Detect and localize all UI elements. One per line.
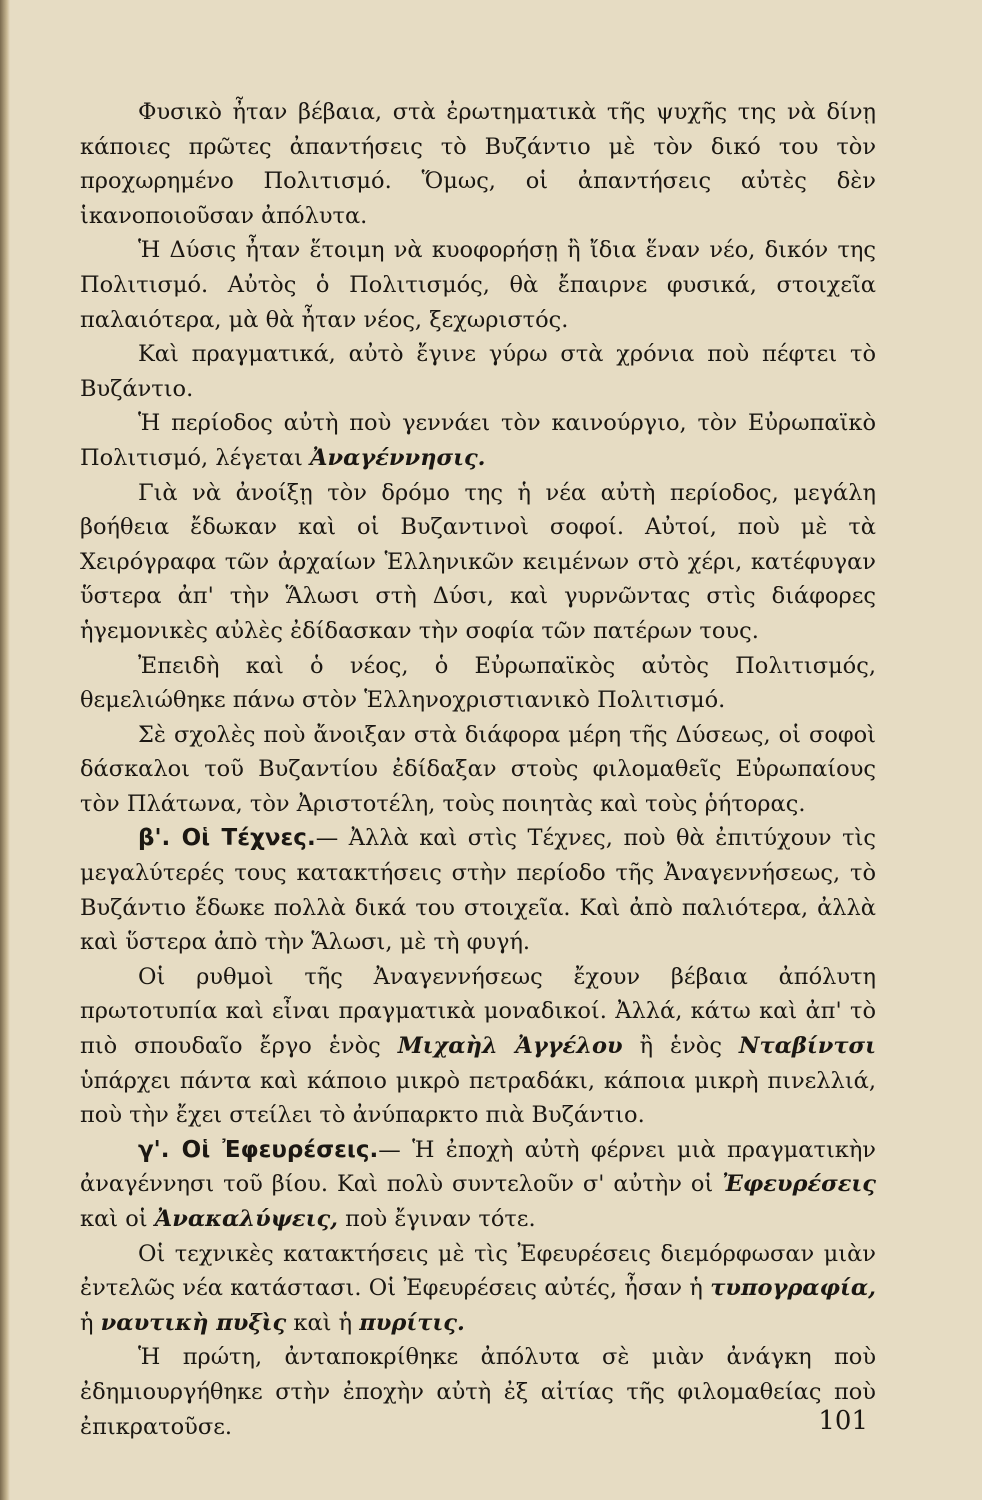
section-text: — Ἀλλὰ καὶ στὶς Τέχνες, ποὺ θὰ ἐπιτύχουν τὶς μεγαλύτερές τους κατακτήσεις στὴν περίοδο τῆς Ἀναγεννήσεως, τὸ Βυζάντιο ἔδωκε πολλὰ δικά του στοιχεῖα. Καὶ ἀπὸ παλιότερα, ἀλλὰ καὶ ὕστερα ἀπὸ τὴν Ἅλωσι, μὲ τὴ φυγή. — [80, 825, 876, 956]
paragraph — [80, 960, 876, 1133]
text-run: Οἱ ρυθμοὶ τῆς Ἀναγεννήσεως ἔχουν βέβαια ἀπόλυτη πρωτοτυπία καὶ εἶναι πραγματικὰ μοναδικοί. Ἀλλά, κάτω καὶ ἀπ' τὸ πιὸ σπουδαῖο ἔργο ἑνὸς — [80, 963, 876, 1060]
body-text — [80, 95, 876, 1444]
paragraph: Ἡ Δύσις ἦταν ἕτοιμη νὰ κυοφορήσῃ ἢ ἴδια ἕναν νέο, δικόν της Πολιτισμό. Αὐτὸς ὁ Πολιτισμός, θὰ ἔπαιρνε φυσικά, στοιχεῖα παλαιότερα, μὰ θὰ ἦταν νέος, ξεχωριστός. — [80, 237, 876, 333]
text-run: Οἱ τεχνικὲς κατακτήσεις μὲ τὶς Ἐφευρέσεις διεμόρφωσαν μιὰν ἐντελῶς νέα κατάστασι. Οἱ Ἐφευρέσεις αὐτές, ἦσαν ἡ — [80, 1240, 876, 1302]
paragraph: Γιὰ νὰ ἀνοίξῃ τὸν δρόμο της ἡ νέα αὐτὴ περίοδος, μεγάλη βοήθεια ἔδωκαν καὶ οἱ Βυζαντινοὶ σοφοί. Αὐτοί, ποὺ μὲ τὰ Χειρόγραφα τῶν ἀρχαίων Ἑλληνικῶν κειμένων στὸ χέρι, κατέφυγαν ὕστερα ἀπ' τὴν Ἅλωσι στὴ Δύσι, καὶ γυρνῶντας στὶς διάφορες ἡγεμονικὲς αὐλὲς ἐδίδασκαν τὴν σοφία τῶν πατέρων τους. — [80, 479, 876, 644]
text-run: ἢ ἑνὸς — [639, 1033, 722, 1060]
emphasis-term: Ἀνακαλύψεις, — [154, 1206, 338, 1232]
emphasis-term: Ἐφευρέσεις — [722, 1171, 877, 1198]
paragraph: Ἡ πρώτη, ἀνταποκρίθηκε ἀπόλυτα σὲ μιὰν ἀνάγκη ποὺ ἐδημιουργήθηκε στὴν ἐποχὴν αὐτὴ ἐξ αἰτίας τῆς φιλομαθείας ποὺ ἐπικρατοῦσε. — [80, 1344, 876, 1440]
text-run: καὶ ἡ — [293, 1309, 353, 1336]
emphasis-name: Νταβίντσι — [738, 1033, 876, 1060]
paragraph — [80, 406, 876, 475]
page-binding-edge — [0, 0, 10, 1500]
paragraph: Σὲ σχολὲς ποὺ ἄνοιξαν στὰ διάφορα μέρη τῆς Δύσεως, οἱ σοφοὶ δάσκαλοι τοῦ Βυζαντίου ἐδίδαξαν στοὺς φιλομαθεῖς Εὐρωπαίους τὸν Πλάτωνα, τὸν Ἀριστοτέλη, τοὺς ποιητὰς καὶ τοὺς ῥήτορας. — [80, 721, 876, 817]
text-run: — Ἡ ἐποχὴ αὐτὴ φέρνει μιὰ πραγματικὴν ἀναγέννησι τοῦ βίου. Καὶ πολὺ συντελοῦν σ' αὐτὴν οἱ — [80, 1136, 876, 1198]
text-run: ποὺ ἔγιναν τότε. — [345, 1206, 536, 1232]
paragraph-text: Ἡ περίοδος αὐτὴ ποὺ γεννάει τὸν καινούργιο, τὸν Εὐρωπαϊκὸ Πολιτισμό, λέγεται — [80, 410, 876, 471]
paragraph: Ἐπειδὴ καὶ ὁ νέος, ὁ Εὐρωπαϊκὸς αὐτὸς Πολιτισμός, θεμελιώθηκε πάνω στὸν Ἑλληνοχριστιανικὸ Πολιτισμό. — [80, 652, 876, 714]
emphasis-term: πυρίτις. — [359, 1309, 465, 1336]
page-number: 101 — [818, 1406, 868, 1436]
paragraph: Καὶ πραγματικά, αὐτὸ ἔγινε γύρω στὰ χρόνια ποὺ πέφτει τὸ Βυζάντιο. — [80, 341, 876, 402]
emphasis-term: Ἀναγέννησις. — [310, 444, 486, 471]
text-run: ἡ — [80, 1309, 94, 1336]
emphasis-name: Μιχαὴλ Ἀγγέλου — [397, 1033, 623, 1060]
text-run: καὶ οἱ — [80, 1206, 148, 1232]
paragraph: Φυσικὸ ἦταν βέβαια, στὰ ἐρωτηματικὰ τῆς ψυχῆς της νὰ δίνῃ κάποιες πρῶτες ἀπαντήσεις τὸ Βυζάντιο μὲ τὸν δικό του τὸν προχωρημένο Πολιτισμό. Ὅμως, οἱ ἀπαντήσεις αὐτὲς δὲν ἱκανοποιοῦσαν ἀπόλυτα. — [80, 99, 876, 229]
section-inventions — [80, 1133, 876, 1237]
section-arts — [80, 821, 876, 959]
section-heading: β'. Οἱ Τέχνες. — [138, 825, 316, 852]
emphasis-term: τυπογραφία, — [710, 1275, 876, 1302]
section-heading: γ'. Οἱ Ἐφευρέσεις. — [138, 1136, 379, 1163]
text-run: ὑπάρχει πάντα καὶ κάποιο μικρὸ πετραδάκι, κάποια μικρὴ πινελλιά, ποὺ τὴν ἔχει στείλει τὸ ἀνύπαρκτο πιὰ Βυζάντιο. — [80, 1067, 876, 1129]
emphasis-term: ναυτικὴ πυξὶς — [100, 1309, 287, 1336]
paragraph — [80, 1237, 876, 1341]
